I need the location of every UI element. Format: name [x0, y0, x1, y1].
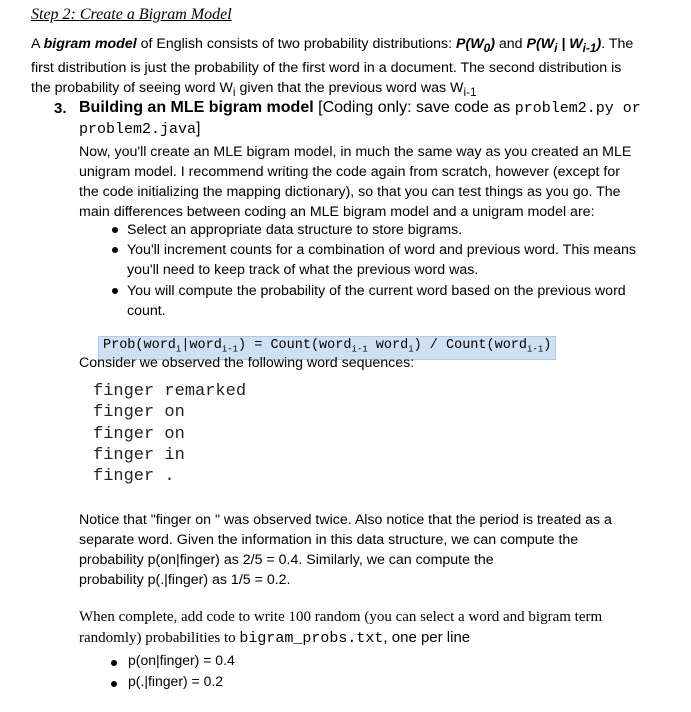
- intro-line-3: the probability of seeing word $W_i$ given that the previous word was $W_{i-1}$: [31, 79, 477, 99]
- notice-paragraph: Notice that "finger on " was observed twice. Also notice that the period is treated as a separate word. Given the information in this data structure, we can compute the probability p(on|finger) as 2/5 = 0.4. Similarly, we can compute the probability p(.|finger) as 1/5 = 0.2.: [79, 512, 612, 588]
- intro-paragraph: [31, 34, 661, 102]
- bullet-icon: [111, 681, 117, 687]
- step-heading: Step 2: Create a Bigram Model: [31, 6, 232, 23]
- bullet-item: You'll increment counts for a combination of word and previous word. This means you'll need to keep track of what the previous word was.: [127, 242, 636, 278]
- complete-line-1: When complete, add code to write 100 random (you can select a word and bigram term: [79, 609, 603, 625]
- section-paragraph: Now, you'll create an MLE bigram model, in much the same way as you created an MLE unigram model. I recommend writing the code again from scratch, however (except for the code initializing the mapping dictionary), so that you can test things as you go. The main differences between coding an MLE bigram model and a unigram model are:: [79, 144, 632, 220]
- word-sequence: finger in: [93, 446, 185, 465]
- intro-line-1: A bigram model of English consists of two probability distributions: $P(W_0)$ and $P(W_i$ | $W_{i-1}$). The: [31, 36, 634, 55]
- file-bigram-probs: bigram_probs.txt: [239, 630, 384, 647]
- example-probability: p(.|finger) = 0.2: [128, 673, 224, 689]
- bullet-icon: [112, 288, 118, 294]
- example-probability: p(on|finger) = 0.4: [128, 652, 235, 668]
- word-sequence: finger on: [93, 425, 185, 444]
- file-problem2-java: problem2.java: [79, 121, 197, 138]
- consider-text: Consider we observed the following word sequences:: [79, 355, 415, 371]
- bullet-item: Select an appropriate data structure to store bigrams.: [127, 222, 463, 238]
- bullet-icon: [112, 247, 118, 253]
- section-number: 3.: [54, 100, 67, 117]
- section-title: Building an MLE bigram model: [79, 99, 314, 116]
- word-sequence: finger remarked: [93, 382, 247, 401]
- section-title-line-2: problem2.java]: [79, 120, 201, 138]
- bullet-icon: [112, 227, 118, 233]
- intro-line-2: first distribution is just the probability of the first word in a document. The second distribution is: [31, 59, 622, 76]
- bigram-formula: Prob(word$_i$|word$_{i-1}$) = Count(word$_{i-1}$ word$_i$) / Count(word$_{i-1}$): [98, 336, 556, 360]
- file-problem2-py: problem2.py: [514, 100, 614, 117]
- complete-line-2: randomly) probabilities to bigram_probs.txt, one per line: [79, 629, 471, 647]
- word-sequence: finger on: [93, 403, 185, 422]
- word-sequence: finger .: [93, 467, 175, 486]
- section-title-line: Building an MLE bigram model [Coding only: save code as problem2.py or: [79, 99, 641, 117]
- bullet-item: You will compute the probability of the current word based on the previous word count.: [127, 283, 626, 319]
- bullet-icon: [111, 660, 117, 666]
